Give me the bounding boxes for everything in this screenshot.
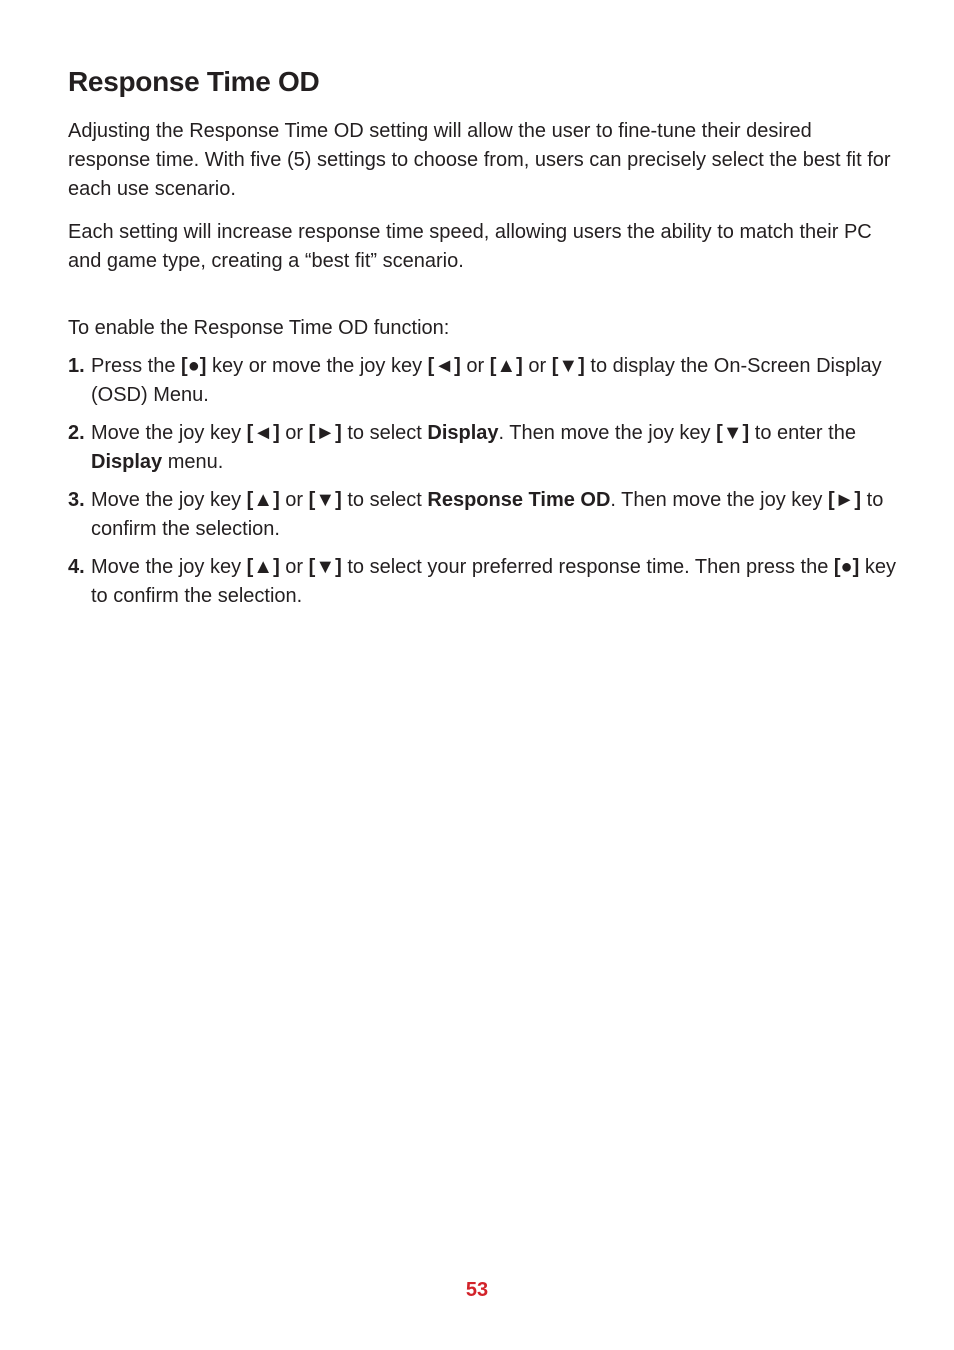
paragraph-adjusting: Adjusting the Response Time OD setting will allow the user to fine-tune their desired response time. With five (5) settings to choose from, users can precisely select the best fit for each use scenario. (68, 120, 891, 200)
step-text-run: or (279, 422, 309, 444)
step-text-run: to enter the (749, 422, 856, 444)
page-number: 53 (465, 1279, 489, 1301)
paragraph-each-setting: Each setting will increase response time speed, allowing users the ability to match their PC and game type, creating a “best fit” scenario. (68, 221, 872, 272)
page-content (68, 64, 898, 620)
step-text-bold: [▲] (489, 355, 523, 377)
step-text (91, 489, 883, 540)
step-text-run: . Then move the joy key (610, 489, 828, 511)
step-text-bold: [▼] (551, 355, 585, 377)
step-text-run: to select (341, 422, 428, 444)
step-item (68, 486, 898, 544)
steps-intro: To enable the Response Time OD function: (68, 317, 450, 339)
step-text-run: to display the On-Screen Display (OSD) Menu. (91, 355, 882, 406)
step-text-bold: [►] (308, 422, 342, 444)
step-text-bold: Display (427, 422, 499, 444)
step-text-bold: [▼] (308, 556, 342, 578)
step-text-run: Move the joy key (91, 422, 247, 444)
step-text-run: to confirm the selection. (91, 489, 884, 540)
step-text-run: or (279, 556, 309, 578)
step-text-run: to select (341, 489, 428, 511)
step-text-run: Press the (91, 355, 182, 377)
step-text-bold: Response Time OD (427, 489, 611, 511)
step-text-bold: [▼] (716, 422, 750, 444)
step-text-bold: [●] (181, 355, 207, 377)
step-text-bold: [►] (827, 489, 862, 511)
step-text-run: menu. (162, 451, 224, 473)
step-item (68, 553, 898, 611)
step-text-bold: [●] (833, 556, 860, 578)
step-text-bold: [▲] (246, 556, 280, 578)
step-item (68, 352, 898, 410)
step-text-run: . Then move the joy key (498, 422, 717, 444)
step-text (91, 422, 856, 473)
step-text-run: Move the joy key (91, 556, 247, 578)
step-text (91, 556, 896, 607)
step-text-bold: [▲] (246, 489, 280, 511)
step-number: 1. (68, 355, 85, 377)
step-number: 4. (68, 556, 85, 578)
step-text-run: to select your preferred response time. Then press the (341, 556, 834, 578)
step-text-run: or (279, 489, 309, 511)
step-text-run: key to confirm the selection. (91, 556, 896, 607)
step-text-bold: [◄] (246, 422, 280, 444)
step-text (91, 355, 882, 406)
step-number: 2. (68, 422, 85, 444)
step-text-bold: Display (91, 451, 163, 473)
step-text-bold: [◄] (427, 355, 461, 377)
step-number: 3. (68, 489, 85, 511)
step-text-run: or (460, 355, 490, 377)
step-text-run: key or move the joy key (206, 355, 428, 377)
step-text-run: or (522, 355, 552, 377)
page-title: Response Time OD (68, 66, 320, 97)
step-text-run: Move the joy key (91, 489, 247, 511)
step-text-bold: [▼] (308, 489, 342, 511)
step-item (68, 419, 898, 477)
steps-list (68, 352, 898, 611)
